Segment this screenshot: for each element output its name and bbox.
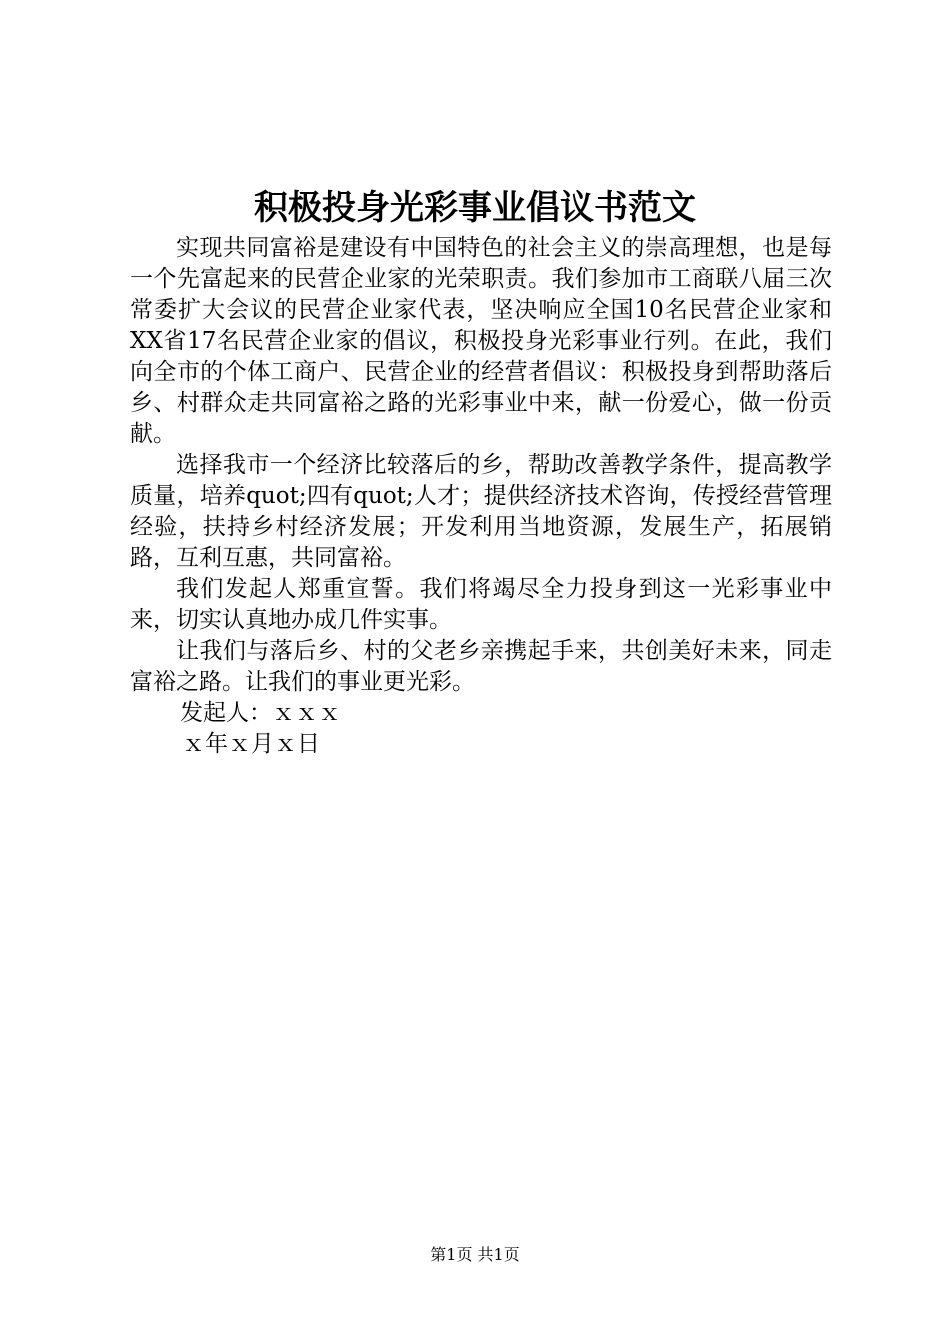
document-body — [130, 233, 832, 760]
paragraph-1: 实现共同富裕是建设有中国特色的社会主义的崇高理想，也是每一个先富起来的民营企业家的光荣职责。我们参加市工商联八届三次常委扩大会议的民营企业家代表，坚决响应全国10名民营企业家和XX省17名民营企业家的倡议，积极投身光彩事业行列。在此，我们向全市的个体工商户、民营企业的经营者倡议：积极投身到帮助落后乡、村群众走共同富裕之路的光彩事业中来，献一份爱心，做一份贡献。 — [130, 235, 832, 447]
page-footer: 第1页 共1页 — [430, 1245, 520, 1264]
paragraph-3: 我们发起人郑重宣誓。我们将竭尽全力投身到这一光彩事业中来，切实认真地办成几件实事。 — [130, 576, 832, 633]
paragraph-4: 让我们与落后乡、村的父老乡亲携起手来，共创美好未来，同走富裕之路。让我们的事业更光彩。 — [130, 638, 832, 695]
document-title: 积极投身光彩事业倡议书范文 — [254, 188, 696, 228]
signature-line: 发起人：ｘｘｘ — [180, 700, 341, 726]
date-line: ｘ年ｘ月ｘ日 — [182, 731, 320, 757]
paragraph-2: 选择我市一个经济比较落后的乡，帮助改善教学条件，提高教学质量，培养quot;四有quot;人才；提供经济技术咨询，传授经营管理经验，扶持乡村经济发展；开发利用当地资源，发展生产，拓展销路，互利互惠，共同富裕。 — [130, 452, 832, 571]
